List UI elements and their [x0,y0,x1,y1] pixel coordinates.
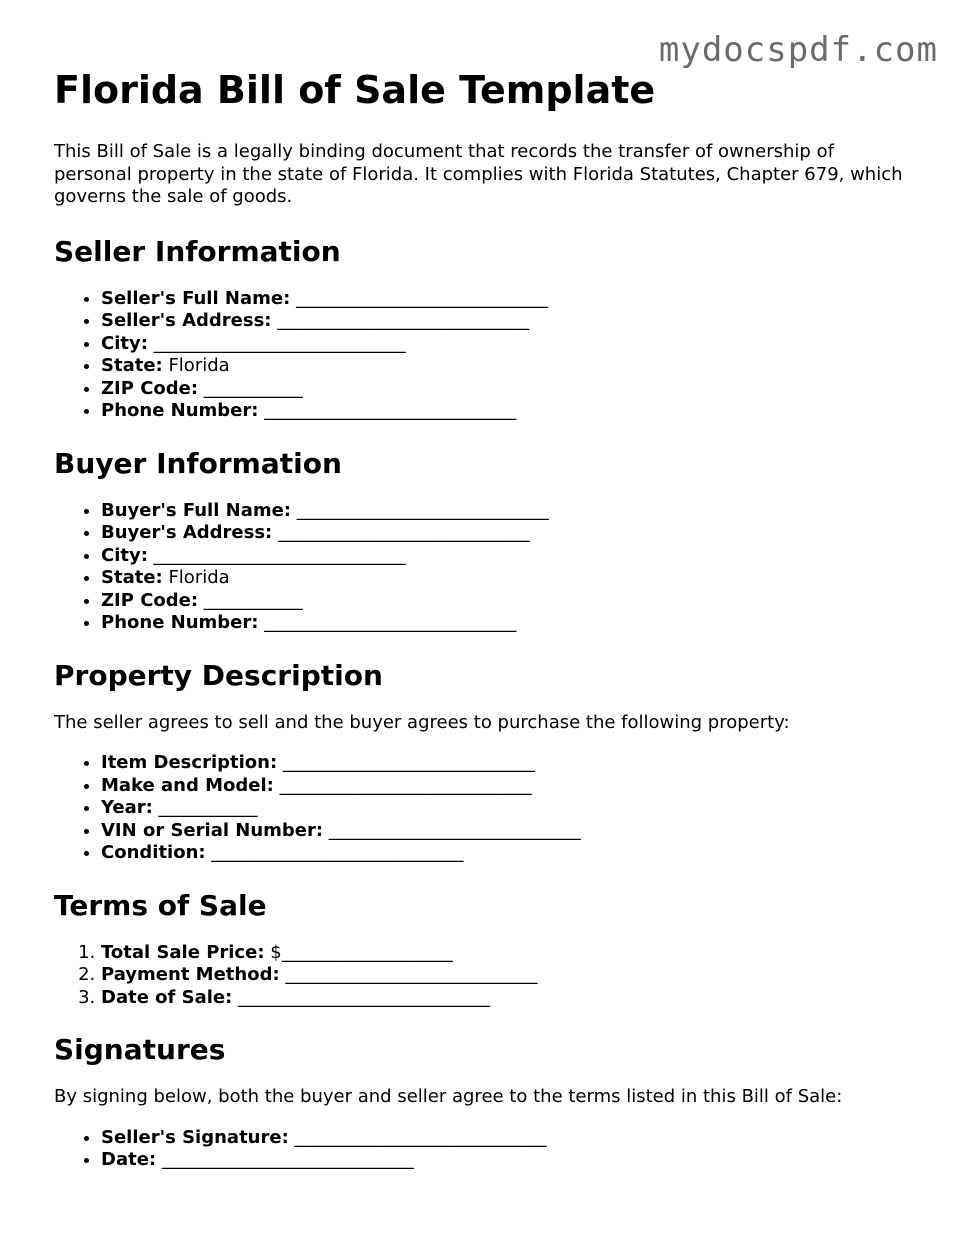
field-value: ____________________________ [272,522,530,543]
seller-phone-item [101,400,914,423]
seller-address-item [101,310,914,333]
buyer-phone-item [101,612,914,635]
field-value: Florida [162,355,230,376]
field-value: ____________________________ [271,310,530,331]
field-value: $___________________ [264,941,453,963]
field-label: State: [101,355,163,376]
field-value: ____________________________ [232,986,491,1008]
field-value: ____________________________ [323,819,581,841]
field-value: ____________________________ [258,612,517,633]
document-page [54,66,914,1195]
field-label: ZIP Code: [101,377,199,399]
field-label: Seller's Address: [101,310,272,331]
make-model-item [101,775,914,798]
signatures-list [54,1127,914,1172]
field-label: Total Sale Price: [101,941,265,963]
field-label: Date: [101,1149,157,1170]
watermark: mydocspdf.com [658,30,938,70]
terms-heading: Terms of Sale [54,888,267,922]
seller-state-item [101,355,914,378]
field-label: State: [101,567,163,588]
year-item [101,797,914,820]
field-value: ____________________________ [156,1149,414,1170]
seller-heading: Seller Information [54,234,341,268]
field-value: ____________________________ [258,400,517,421]
field-label: Phone Number: [101,400,259,421]
buyer-full-name-item [101,500,914,523]
field-label: VIN or Serial Number: [101,819,324,841]
field-label: City: [101,544,148,566]
property-list [54,752,914,865]
seller-city-item [101,333,914,356]
property-heading: Property Description [54,658,383,692]
seller-list [54,288,914,423]
buyer-state-item [101,567,914,590]
field-label: Date of Sale: [101,986,233,1008]
buyer-zip-item [101,590,914,613]
terms-list [54,942,914,1010]
seller-full-name-item [101,288,914,311]
field-label: Make and Model: [101,774,274,796]
intro-paragraph: This Bill of Sale is a legally binding document that records the transfer of ownership of personal property in the state of Florida. It complies with Florida Statutes, Chapter 679, which governs the sale of goods. [54,141,903,207]
item-description-item [101,752,914,775]
field-label: Payment Method: [101,964,280,985]
field-label: Year: [101,797,153,818]
condition-item [101,842,914,865]
vin-item [101,820,914,843]
buyer-heading: Buyer Information [54,446,342,480]
buyer-city-item [101,545,914,568]
field-label: Buyer's Address: [101,522,273,543]
field-value: ____________________________ [277,752,535,773]
buyer-list [54,500,914,635]
field-value: ___________ [152,797,258,818]
field-label: ZIP Code: [101,589,199,611]
signatures-intro: By signing below, both the buyer and seller agree to the terms listed in this Bill of Sale: [54,1086,843,1107]
field-label: Item Description: [101,752,278,773]
field-value: ____________________________ [291,499,549,521]
field-value: ___________ [198,377,303,399]
field-label: Buyer's Full Name: [101,499,292,521]
field-value: ___________ [198,589,303,611]
field-value: ____________________________ [147,332,406,354]
field-value: ____________________________ [288,1126,547,1148]
field-label: Phone Number: [101,612,259,633]
seller-zip-item [101,378,914,401]
buyer-address-item [101,522,914,545]
field-label: Seller's Signature: [101,1126,289,1148]
date-of-sale-item [101,987,914,1010]
payment-method-item [101,964,914,987]
total-sale-price-item [101,942,914,965]
field-value: ____________________________ [147,544,406,566]
property-intro: The seller agrees to sell and the buyer agrees to purchase the following property: [54,711,790,733]
signature-date-item [101,1149,914,1172]
seller-signature-item [101,1127,914,1150]
field-value: ____________________________ [279,964,538,985]
field-label: Condition: [101,842,206,863]
field-label: City: [101,332,148,354]
signatures-heading: Signatures [54,1033,226,1066]
field-value: ____________________________ [290,287,549,309]
field-value: ____________________________ [273,774,532,796]
field-value: ____________________________ [205,842,464,863]
field-value: Florida [162,567,230,588]
page-title: Florida Bill of Sale Template [54,68,656,112]
field-label: Seller's Full Name: [101,287,291,309]
